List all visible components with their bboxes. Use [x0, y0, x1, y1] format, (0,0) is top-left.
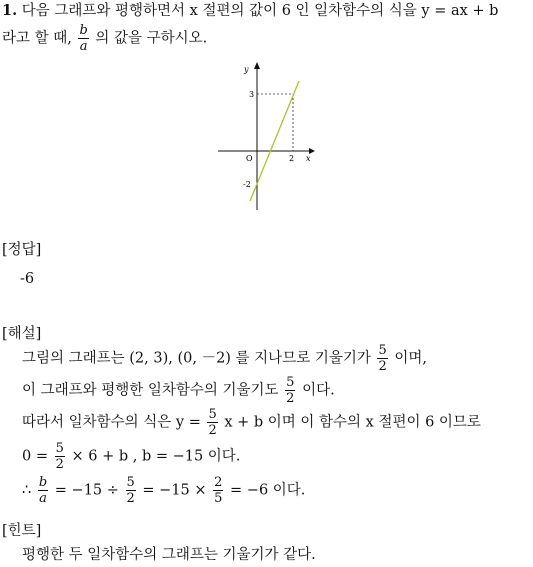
solution-label: [해설] — [2, 326, 42, 342]
fraction-5-2: $\frac{5}{2}$ — [55, 441, 64, 472]
fraction-5-2: $\frac{5}{2}$ — [378, 343, 387, 374]
y-axis-arrow — [254, 62, 260, 69]
problem-line-1 — [2, 2, 498, 20]
fraction-5-2: $\frac{5}{2}$ — [208, 407, 217, 438]
fraction-b-over-a: $\frac{b}{a}$ — [79, 23, 88, 54]
fraction-b-over-a: $\frac{b}{a}$ — [38, 475, 48, 506]
fraction-5-2: $\frac{5}{2}$ — [286, 375, 295, 406]
problem-text: 다음 그래프와 평행하면서 x 절편의 값이 6 인 일차함수의 식을 y = ax + b — [21, 3, 499, 19]
y-tick-3: 3 — [249, 90, 255, 99]
problem-text-2a: 라고 할 때, — [2, 30, 72, 47]
solution-line-5: ∴ $\frac{b}{a}$ = −15 ÷ $\frac{5}{2}$ = −15 × $\frac{2}{5}$ = −6 이다. — [22, 475, 306, 506]
x-tick-2: 2 — [289, 154, 295, 163]
y-tick-neg2: -2 — [243, 180, 251, 189]
answer-label: [정답] — [2, 242, 42, 258]
fraction-5-2: $\frac{5}{2}$ — [126, 475, 135, 506]
problem-number: 1. — [2, 2, 18, 19]
hint-text: 평행한 두 일차함수의 그래프는 기울기가 같다. — [22, 547, 316, 563]
origin-label: O — [246, 154, 253, 163]
solution-line-2: 이 그래프와 평행한 일차함수의 기울기도 $\frac{5}{2}$ 이다. — [22, 375, 335, 406]
solution-line-3: 따라서 일차함수의 식은 y = $\frac{5}{2}$ x + b 이며 이 함수의 x 절편이 6 이므로 — [22, 407, 481, 438]
problem-text-2b: 의 값을 구하시오. — [95, 30, 208, 47]
hint-label: [힌트] — [2, 523, 42, 539]
answer-value: -6 — [20, 271, 35, 287]
solution-line-4: 0 = $\frac{5}{2}$ × 6 + b , b = −15 이다. — [22, 441, 241, 472]
function-graph — [214, 60, 318, 214]
y-axis-label: y — [244, 65, 249, 74]
x-axis-label: x — [306, 154, 311, 163]
solution-line-1: 그림의 그래프는 (2, 3), (0, －2) 를 지나므로 기울기가 $\frac{5}{2}$ 이며, — [22, 343, 427, 374]
fraction-2-5: $\frac{2}{5}$ — [214, 475, 223, 506]
problem-line-2 — [2, 24, 207, 53]
